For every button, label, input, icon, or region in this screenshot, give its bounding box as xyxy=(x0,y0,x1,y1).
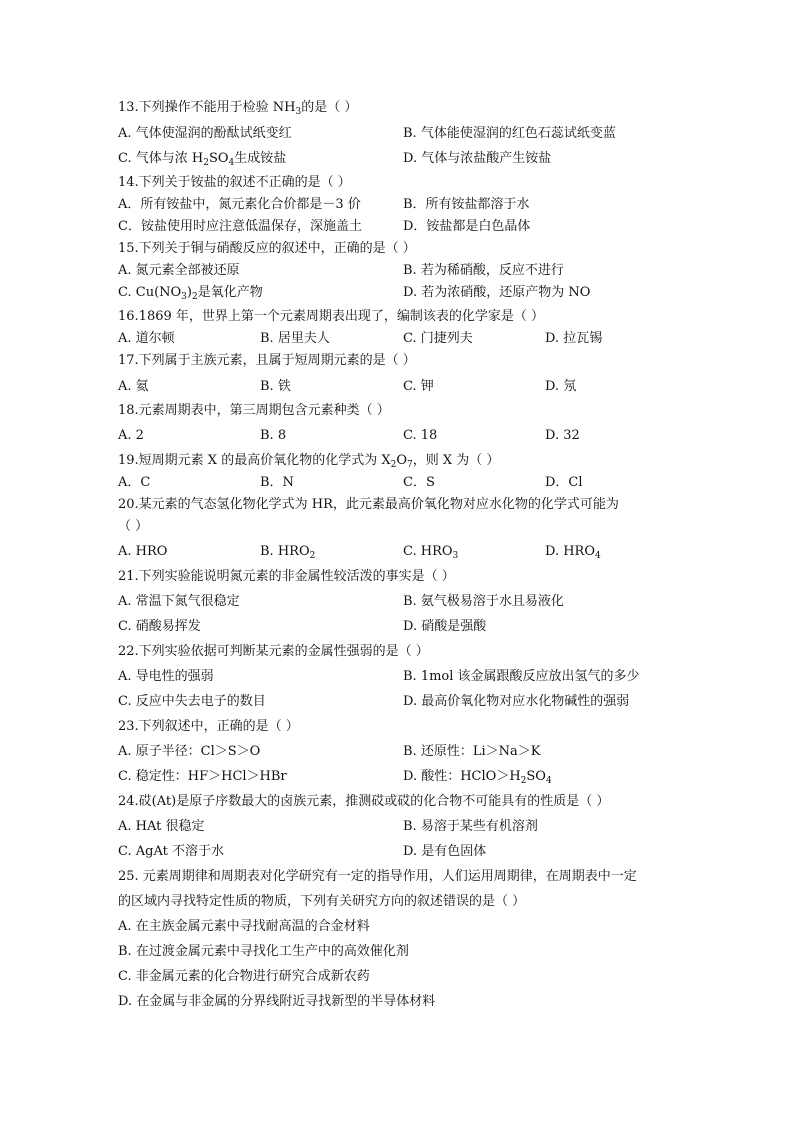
question-23-option-c: C. 稳定性：HF＞HCl＞HBr xyxy=(118,769,287,784)
question-20-stem-continued: （ ） xyxy=(118,519,149,534)
question-17-option-d: D. 氖 xyxy=(545,379,577,394)
question-16-option-c: C. 门捷列夫 xyxy=(403,331,473,346)
question-15-option-b: B. 若为稀硝酸，反应不进行 xyxy=(403,263,564,278)
question-25-option-b: B. 在过渡金属元素中寻找化工生产中的高效催化剂 xyxy=(118,944,409,959)
question-21-option-c: C. 硝酸易挥发 xyxy=(118,619,201,634)
question-24-option-a: A. HAt 很稳定 xyxy=(118,819,205,834)
question-23-option-a: A. 原子半径：Cl＞S＞O xyxy=(118,744,261,759)
question-21-stem: 21.下列实验能说明氮元素的非金属性较活泼的事实是（ ） xyxy=(118,569,455,584)
question-16-stem: 16.1869 年，世界上第一个元素周期表出现了，编制该表的化学家是（ ） xyxy=(118,309,545,324)
question-13-option-d: D. 气体与浓盐酸产生铵盐 xyxy=(403,151,552,166)
question-23-option-b: B. 还原性：Li＞Na＞K xyxy=(403,744,541,759)
question-24-option-c: C. AgAt 不溶于水 xyxy=(118,844,224,859)
question-13-option-b: B. 气体能使湿润的红色石蕊试纸变蓝 xyxy=(403,126,616,141)
question-25-option-a: A. 在主族金属元素中寻找耐高温的合金材料 xyxy=(118,919,370,934)
question-16-option-a: A. 道尔顿 xyxy=(118,331,175,346)
question-19-stem: 19.短周期元素 X 的最高价氧化物的化学式为 $X_2O_7$，则 X 为（ ） xyxy=(118,453,500,470)
question-14-option-b: B．所有铵盐都溶于水 xyxy=(403,197,530,212)
question-13-stem: 13.下列操作不能用于检验 $NH_3$的是（ ） xyxy=(118,100,358,117)
question-20-stem: 20.某元素的气态氢化物化学式为 HR，此元素最高价氧化物对应水化物的化学式可能为 xyxy=(118,497,619,512)
question-21-option-a: A. 常温下氮气很稳定 xyxy=(118,594,240,609)
question-25-stem-continued: 的区域内寻找特定性质的物质，下列有关研究方向的叙述错误的是（ ） xyxy=(118,894,526,909)
question-15-stem: 15.下列关于铜与硝酸反应的叙述中，正确的是（ ） xyxy=(118,241,416,256)
question-21-option-b: B. 氨气极易溶于水且易液化 xyxy=(403,594,564,609)
question-14-option-d: D．铵盐都是白色晶体 xyxy=(403,219,531,234)
question-19-option-a: A．C xyxy=(118,475,151,490)
question-18-option-c: C. 18 xyxy=(403,428,438,443)
question-22-option-b: B. 1mol 该金属跟酸反应放出氢气的多少 xyxy=(403,669,640,684)
question-20-option-b: B. $HRO_2$ xyxy=(260,544,316,561)
question-15-option-d: D. 若为浓硝酸，还原产物为 NO xyxy=(403,285,591,300)
question-18-option-d: D. 32 xyxy=(545,428,580,443)
question-22-option-d: D. 最高价氧化物对应水化物碱性的强弱 xyxy=(403,694,630,709)
question-15-option-c: C. $Cu(NO_3)_2$是氧化产物 xyxy=(118,285,263,302)
question-15-option-a: A. 氮元素全部被还原 xyxy=(118,263,240,278)
question-22-option-c: C. 反应中失去电子的数目 xyxy=(118,694,266,709)
question-22-option-a: A. 导电性的强弱 xyxy=(118,669,214,684)
question-14-option-c: C．铵盐使用时应注意低温保存，深施盖土 xyxy=(118,219,362,234)
question-17-option-a: A. 氦 xyxy=(118,379,149,394)
question-18-option-a: A. 2 xyxy=(118,428,144,443)
question-24-option-d: D. 是有色固体 xyxy=(403,844,487,859)
question-18-option-b: B. 8 xyxy=(260,428,287,443)
question-17-stem: 17.下列属于主族元素，且属于短周期元素的是（ ） xyxy=(118,353,416,368)
question-21-option-d: D. 硝酸是强酸 xyxy=(403,619,487,634)
question-20-option-d: D. $HRO_4$ xyxy=(545,544,601,561)
question-22-stem: 22.下列实验依据可判断某元素的金属性强弱的是（ ） xyxy=(118,644,429,659)
question-20-option-c: C. $HRO_3$ xyxy=(403,544,459,561)
question-25-stem: 25. 元素周期律和周期表对化学研究有一定的指导作用，人们运用周期律，在周期表中一定 xyxy=(118,869,637,884)
question-19-option-c: C．S xyxy=(403,475,435,490)
question-24-stem: 24.砹(At)是原子序数最大的卤族元素，推测砹或砹的化合物不可能具有的性质是（ ） xyxy=(118,794,610,809)
question-13-option-a: A. 气体使湿润的酚酞试纸变红 xyxy=(118,126,292,141)
question-23-option-d: D. 酸性：$HClO>H_2SO_4$ xyxy=(403,769,552,786)
question-19-option-b: B．N xyxy=(260,475,294,490)
question-14-stem: 14.下列关于铵盐的叙述不正确的是（ ） xyxy=(118,175,351,190)
question-23-stem: 23.下列叙述中，正确的是（ ） xyxy=(118,719,299,734)
question-17-option-c: C. 钾 xyxy=(403,379,434,394)
question-24-option-b: B. 易溶于某些有机溶剂 xyxy=(403,819,538,834)
question-13-option-c: C. 气体与浓 $H_2SO_4$生成铵盐 xyxy=(118,151,287,168)
question-25-option-c: C. 非金属元素的化合物进行研究合成新农药 xyxy=(118,969,370,984)
question-17-option-b: B. 铁 xyxy=(260,379,291,394)
question-20-option-a: A. HRO xyxy=(118,544,168,559)
question-25-option-d: D. 在金属与非金属的分界线附近寻找新型的半导体材料 xyxy=(118,994,436,1009)
question-16-option-d: D. 拉瓦锡 xyxy=(545,331,603,346)
question-18-stem: 18.元素周期表中，第三周期包含元素种类（ ） xyxy=(118,403,390,418)
question-19-option-d: D．Cl xyxy=(545,475,583,490)
question-16-option-b: B. 居里夫人 xyxy=(260,331,330,346)
question-14-option-a: A．所有铵盐中，氮元素化合价都是－3 价 xyxy=(118,197,361,212)
